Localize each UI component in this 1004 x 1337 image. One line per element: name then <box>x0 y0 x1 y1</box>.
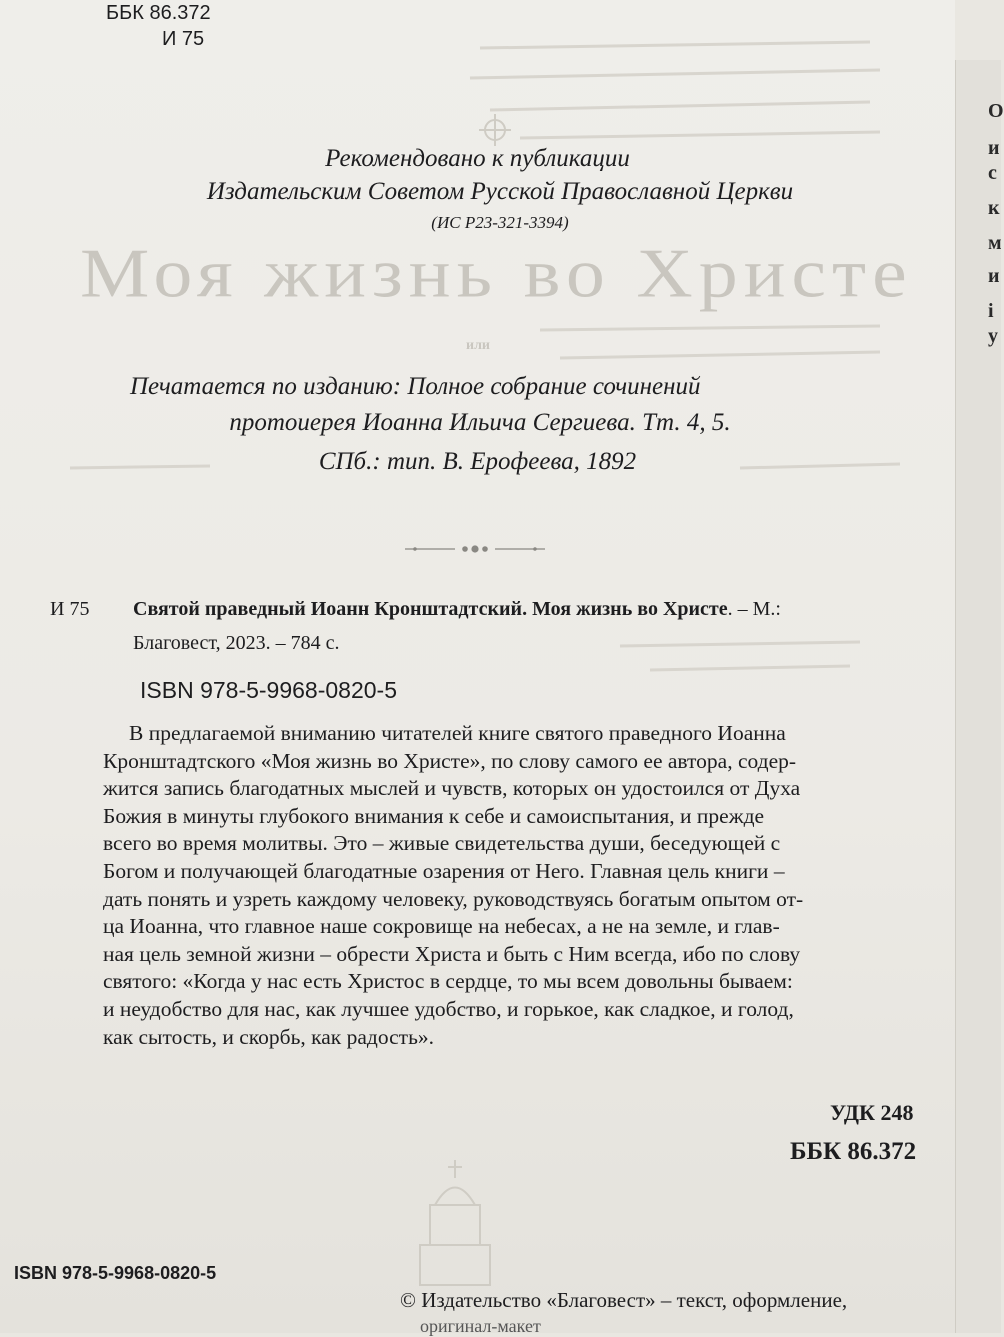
source-line-2: протоиерея Иоанна Ильича Сергиева. Тт. 4, 5. <box>229 409 731 436</box>
annotation-line: и неудобство для нас, как лучшее удобство, и горькое, как сладкое, и голод, <box>103 996 794 1021</box>
annotation-line: всего во время молитвы. Это – живые свидетельства души, беседующей с <box>103 831 781 856</box>
bib-author-mark: И 75 <box>50 598 90 620</box>
bib-record-line-2: Благовест, 2023. – 784 с. <box>133 632 340 654</box>
copyright-continuation: оригинал-макет <box>420 1316 541 1336</box>
adjacent-page-edge <box>955 60 1004 1333</box>
next-page-letter: с <box>988 162 997 184</box>
next-page-letter: у <box>988 325 998 347</box>
recommendation-line-1: Рекомендовано к публикации <box>325 145 630 172</box>
bbk-code: ББК 86.372 <box>790 1138 917 1165</box>
ornament-divider <box>400 544 550 554</box>
recommendation-code: (ИС Р23-321-3394) <box>431 213 569 232</box>
top-bbk-code: ББК 86.372 <box>106 2 211 24</box>
bib-imprint-start: . – М.: <box>727 598 781 620</box>
bib-record-line-1 <box>133 598 781 621</box>
show-through-title: Моя жизнь во Христе <box>80 233 913 312</box>
annotation-line: как сытость, и скорбь, как радость». <box>103 1024 435 1049</box>
next-page-letter: м <box>988 232 1002 254</box>
publisher-seal-icon <box>410 1160 500 1290</box>
next-page-letter: и <box>988 265 1000 287</box>
annotation-line: дать понять и узреть каждому человеку, руководствуясь богатым опытом от- <box>103 886 804 911</box>
source-line-1: Печатается по изданию: Полное собрание сочинений <box>130 373 701 400</box>
show-through-word: или <box>466 338 490 353</box>
annotation-line: ная цель земной жизни – обрести Христа и быть с Ним всегда, ибо по слову <box>103 941 801 966</box>
annotation-line: ца Иоанна, что главное наше сокровище на небесах, а не на земле, и глав- <box>103 914 780 939</box>
annotation-line: Богом и получающей благодатные озарения от Него. Главная цель книги – <box>103 858 785 883</box>
annotation-line: В предлагаемой вниманию читателей книге святого праведного Иоанна <box>129 721 786 745</box>
next-page-letter: к <box>988 197 1000 219</box>
recommendation-line-2: Издательским Советом Русской Православной Церкви <box>206 178 794 205</box>
copyright-line: © Издательство «Благовест» – текст, оформление, <box>400 1288 848 1312</box>
annotation-line: Божия в минуты глубокого внимания к себе и самоиспытания, и прежде <box>103 803 765 828</box>
next-page-letter: i <box>988 300 994 322</box>
next-page-letter: и <box>988 137 1000 159</box>
source-line-3: СПб.: тип. В. Ерофеева, 1892 <box>318 448 637 475</box>
annotation-text <box>103 720 903 1051</box>
top-author-mark: И 75 <box>162 28 205 50</box>
bib-isbn: ISBN 978-5-9968-0820-5 <box>140 677 397 703</box>
next-page-letter: О <box>988 100 1004 122</box>
annotation-line: святого: «Когда у нас есть Христос в сердце, то мы всем довольны бываем: <box>103 969 793 994</box>
bib-author-title: Святой праведный Иоанн Кронштадтский. Моя жизнь во Христе <box>133 598 728 620</box>
annotation-line: жится запись благодатных мыслей и чувств, которых он удостоился от Духа <box>103 776 801 801</box>
udk-code: УДК 248 <box>830 1100 914 1125</box>
annotation-line: Кронштадтского «Моя жизнь во Христе», по слову самого ее автора, содер- <box>103 748 797 773</box>
footer-isbn: ISBN 978-5-9968-0820-5 <box>14 1263 217 1283</box>
